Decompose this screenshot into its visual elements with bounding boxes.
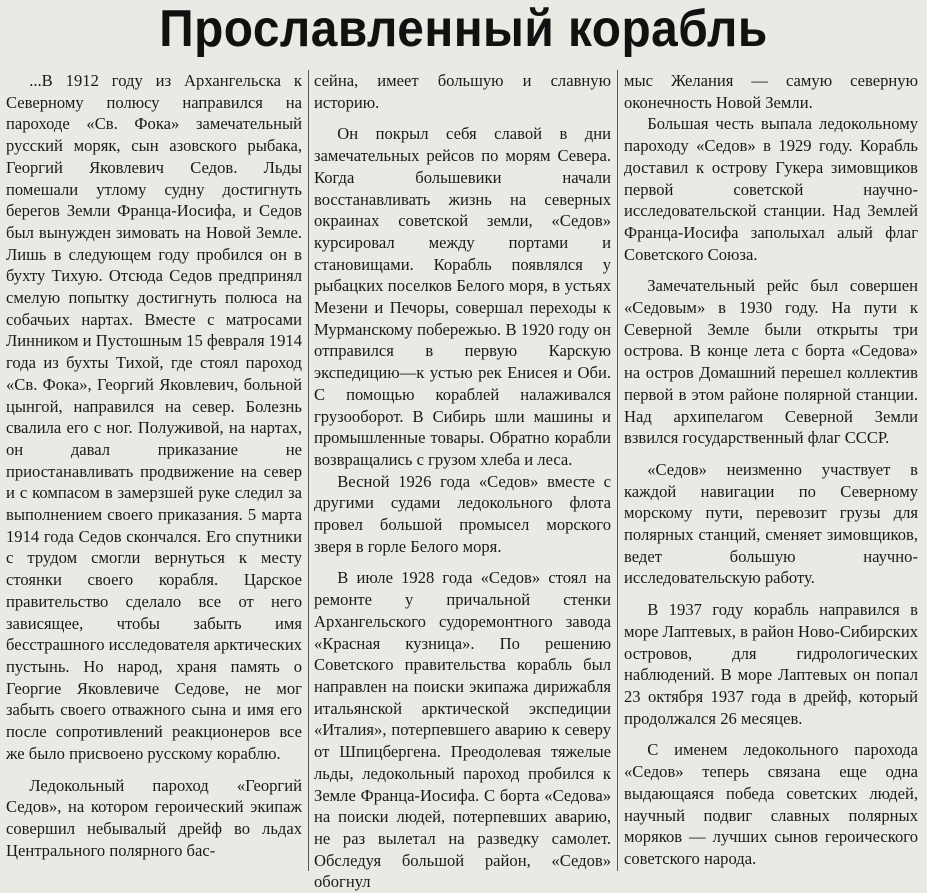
paragraph: Замечательный рейс был совершен «Седовым» в 1930 году. На пути к Северной Земле были открыты три острова. В конце лета с борта «Седова» на остров Домашний перешел коллектив первой в этом районе полярной станции. Над архипелагом Северной Земли взвился государственный флаг СССР. <box>624 276 918 448</box>
column-divider-1 <box>308 70 309 871</box>
article-column-1 <box>6 70 302 871</box>
paragraph: Он покрыл себя славой в дни замечательных рейсов по морям Севера. Когда большевики начали восстанавливать жизнь на северных окраинах советской земли, «Седов» курсировал между портами и становищами. Корабль появлялся у рыбацких поселков Белого моря, в устьях Мезени и Печоры, совершал переходы к Мурманскому побережью. В 1920 году он отправился в первую Карскую экспедицию—к устью рек Енисея и Оби. С помощью кораблей налаживался грузооборот. В Сибирь шли машины и промышленные товары. Обратно корабли возвращались с грузом хлеба и леса. <box>314 124 611 469</box>
paragraph: Весной 1926 года «Седов» вместе с другими судами ледокольного флота провел большой промысел морского зверя в горле Белого моря. <box>314 471 611 556</box>
paragraph: С именем ледокольного парохода «Седов» теперь связана еще одна выдающаяся победа советских людей, научный подвиг славных полярных моряков — лучших сынов героического советского народа. <box>624 740 918 868</box>
column-divider-2 <box>617 70 618 871</box>
paragraph: «Седов» неизменно участвует в каждой навигации по Северному морскому пути, перевозит грузы для полярных станций, сменяет зимовщиков, ведет большую научно-исследовательскую работу. <box>624 459 918 588</box>
paragraph: мыс Желания — самую северную оконечность Новой Земли. <box>624 71 918 112</box>
article-column-3 <box>624 70 918 871</box>
article-column-2 <box>314 70 611 892</box>
paragraph: ...В 1912 году из Архангельска к Северному полюсу направился на пароходе «Св. Фока» замечательный русский моряк, сын азовского рыбака, Георгий Яковлевич Седов. Льды помешали утлому судну достигнуть берегов Земли Франца-Иосифа, и Седов был вынужден зимовать на Новой Земле. Лишь в следующем году пробился он в бухту Тихую. Отсюда Седов предпринял смелую попытку достигнуть полюса на собачьих нартах. Вместе с матросами Линником и Пустошным 15 февраля 1914 года из бухты Тихой, где стоял пароход «Св. Фока», Георгий Яковлевич, больной цынгой, направился на север. Болезнь свалила его с ног. Полуживой, на нартах, он давал приказание не приостанавливать продвижение на север и с компасом в замерзшей руке следил за выполнением своего приказания. 5 марта 1914 года Седов скончался. Его спутники с трудом смогли вернуться к месту стоянки своего корабля. Царское правительство сделало все от него зависящее, чтобы забыть имя бесстрашного исследователя арктических пустынь. Но народ, храня память о Георгие Яковлевиче Седове, не мог забыть своего отважного сына и имя его после сопротивлений реакционеров все же было присвоено русскому кораблю. <box>6 71 303 763</box>
paragraph: В 1937 году корабль направился в море Лаптевых, в район Ново-Сибирских островов, для гидрологических наблюдений. В море Лаптевых он попал 23 октября 1937 года в дрейф, который продолжался 26 месяцев. <box>624 600 918 728</box>
paragraph: Ледокольный пароход «Георгий Седов», на котором героический экипаж совершил небывалый дрейф во льдах Центрального полярного бас- <box>6 775 302 860</box>
paragraph: Большая честь выпала ледокольному пароходу «Седов» в 1929 году. Корабль доставил к острову Гукера зимовщиков первой советской научно-исследовательской станции. Над Землей Франца-Иосифа заполыхал алый флаг Советского Союза. <box>624 114 918 264</box>
article-headline: Прославленный корабль <box>159 0 768 58</box>
paragraph: В июле 1928 года «Седов» стоял на ремонте у причальной стенки Архангельского судоремонтного завода «Красная кузница». По решению Советского правительства корабль был направлен на поиски экипажа дирижабля итальянской арктической экспедиции «Италия», потерпевшего аварию к северу от Шпицбергена. Преодолевая тяжелые льды, ледокольный пароход пробился к Земле Франца-Иосифа. С борта «Седова» на поиски людей, потерпевших аварию, не раз вылетал на разведку самолет. Обследуя большой район, «Седов» обогнул <box>314 568 611 892</box>
paragraph: сейна, имеет большую и славную историю. <box>314 71 611 112</box>
